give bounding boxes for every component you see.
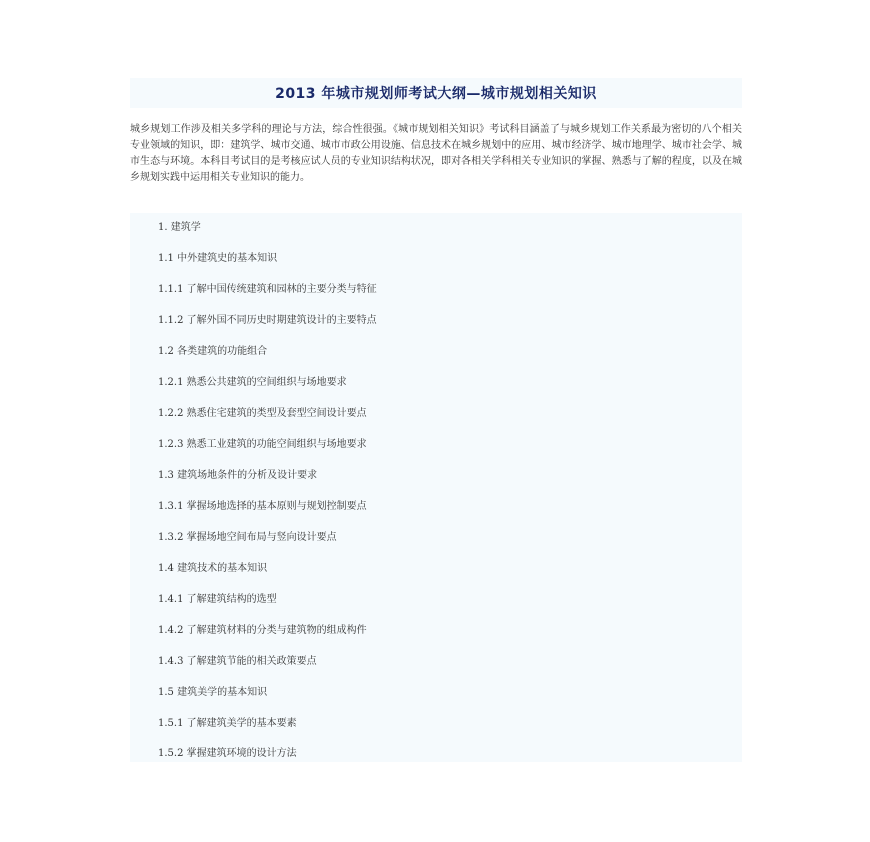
outline-item: 1.2 各类建筑的功能组合 <box>158 346 268 357</box>
outline-item: 1.4.3 了解建筑节能的相关政策要点 <box>158 656 317 667</box>
outline-item: 1.4 建筑技术的基本知识 <box>158 563 268 574</box>
outline-item: 1.5 建筑美学的基本知识 <box>158 687 268 698</box>
outline-item: 1.5.1 了解建筑美学的基本要素 <box>158 718 297 729</box>
title-bar <box>130 78 742 108</box>
outline-item: 1.1.1 了解中国传统建筑和园林的主要分类与特征 <box>158 284 377 295</box>
outline-item: 1.1 中外建筑史的基本知识 <box>158 253 278 264</box>
syllabus-outline <box>130 213 742 762</box>
outline-item: 1.3 建筑场地条件的分析及设计要求 <box>158 470 318 481</box>
outline-item: 1.3.1 掌握场地选择的基本原则与规划控制要点 <box>158 501 367 512</box>
outline-item: 1.2.3 熟悉工业建筑的功能空间组织与场地要求 <box>158 439 367 450</box>
intro-paragraph: 城乡规划工作涉及相关多学科的理论与方法，综合性很强。《城市规划相关知识》考试科目涵盖了与城乡规划工作关系最为密切的八个相关专业领域的知识，即：建筑学、城市交通、城市市政公用设施、信息技术在城乡规划中的应用、城市经济学、城市地理学、城市社会学、城市生态与环境。本科目考试目的是考核应试人员的专业知识结构状况，即对各相关学科相关专业知识的掌握、熟悉与了解的程度，以及在城乡规划实践中运用相关专业知识的能力。 <box>130 124 742 183</box>
outline-item: 1.2.2 熟悉住宅建筑的类型及套型空间设计要点 <box>158 408 367 419</box>
outline-item: 1.3.2 掌握场地空间布局与竖向设计要点 <box>158 532 337 543</box>
outline-item: 1.4.1 了解建筑结构的选型 <box>158 594 277 605</box>
page-title: 2013 年城市规划师考试大纲—城市规划相关知识 <box>275 86 597 102</box>
outline-item: 1.5.2 掌握建筑环境的设计方法 <box>158 748 297 759</box>
outline-item: 1.1.2 了解外国不同历史时期建筑设计的主要特点 <box>158 315 377 326</box>
outline-item: 1.2.1 熟悉公共建筑的空间组织与场地要求 <box>158 377 347 388</box>
outline-item: 1. 建筑学 <box>158 222 201 233</box>
outline-item: 1.4.2 了解建筑材料的分类与建筑物的组成构件 <box>158 625 367 636</box>
